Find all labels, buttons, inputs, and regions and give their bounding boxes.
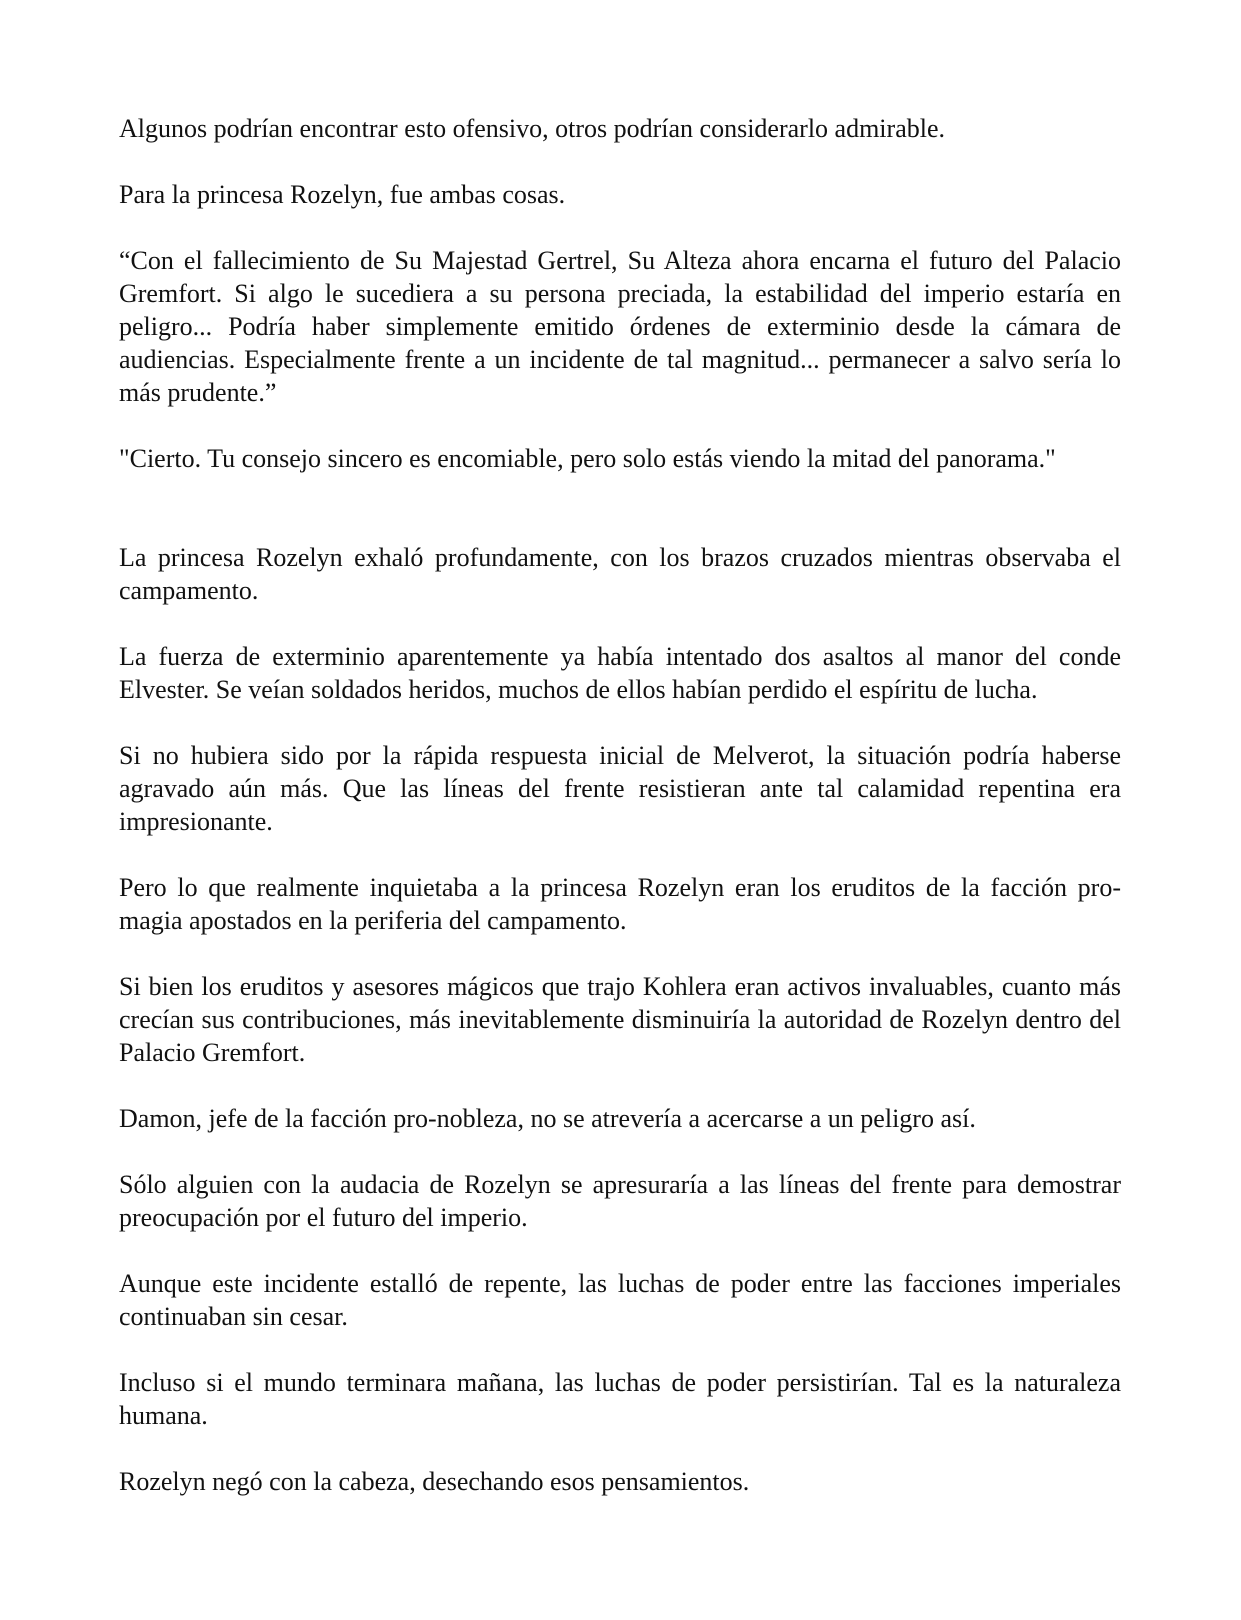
paragraph-6: La fuerza de exterminio aparentemente ya había intentado dos asaltos al manor del conde Elvester. Se veían soldados heridos, muchos de ellos habían perdido el espíritu de lucha.	[119, 642, 1121, 704]
paragraph-12: Aunque este incidente estalló de repente, las luchas de poder entre las facciones imperiales continuaban sin cesar.	[119, 1269, 1121, 1331]
paragraph-13: Incluso si el mundo terminara mañana, las luchas de poder persistirían. Tal es la naturaleza humana.	[119, 1368, 1121, 1430]
document-body	[119, 112, 1121, 1531]
paragraph-2: Para la princesa Rozelyn, fue ambas cosas.	[119, 180, 566, 209]
paragraph-5: La princesa Rozelyn exhaló profundamente, con los brazos cruzados mientras observaba el campamento.	[119, 543, 1121, 605]
paragraph-7: Si no hubiera sido por la rápida respuesta inicial de Melverot, la situación podría haberse agravado aún más. Que las líneas del frente resistieran ante tal calamidad repentina era impresionante.	[119, 741, 1121, 836]
paragraph-1: Algunos podrían encontrar esto ofensivo, otros podrían considerarlo admirable.	[119, 114, 945, 143]
paragraph-9: Si bien los eruditos y asesores mágicos que trajo Kohlera eran activos invaluables, cuanto más crecían sus contribuciones, más inevitablemente disminuiría la autoridad de Rozelyn dentro del Palacio Gremfort.	[119, 972, 1121, 1067]
paragraph-3: “Con el fallecimiento de Su Majestad Gertrel, Su Alteza ahora encarna el futuro del Palacio Gremfort. Si algo le sucediera a su persona preciada, la estabilidad del imperio estaría en peligro... Podría haber simplemente emitido órdenes de exterminio desde la cámara de audiencias. Especialmente frente a un incidente de tal magnitud... permanecer a salvo sería lo más prudente.”	[119, 246, 1121, 407]
paragraph-4: "Cierto. Tu consejo sincero es encomiable, pero solo estás viendo la mitad del panorama."	[119, 444, 1056, 473]
paragraph-11: Sólo alguien con la audacia de Rozelyn se apresuraría a las líneas del frente para demostrar preocupación por el futuro del imperio.	[119, 1170, 1121, 1232]
paragraph-10: Damon, jefe de la facción pro-nobleza, no se atrevería a acercarse a un peligro así.	[119, 1104, 976, 1133]
paragraph-8: Pero lo que realmente inquietaba a la princesa Rozelyn eran los eruditos de la facción pro-magia apostados en la periferia del campamento.	[119, 873, 1121, 935]
paragraph-14: Rozelyn negó con la cabeza, desechando esos pensamientos.	[119, 1467, 750, 1496]
